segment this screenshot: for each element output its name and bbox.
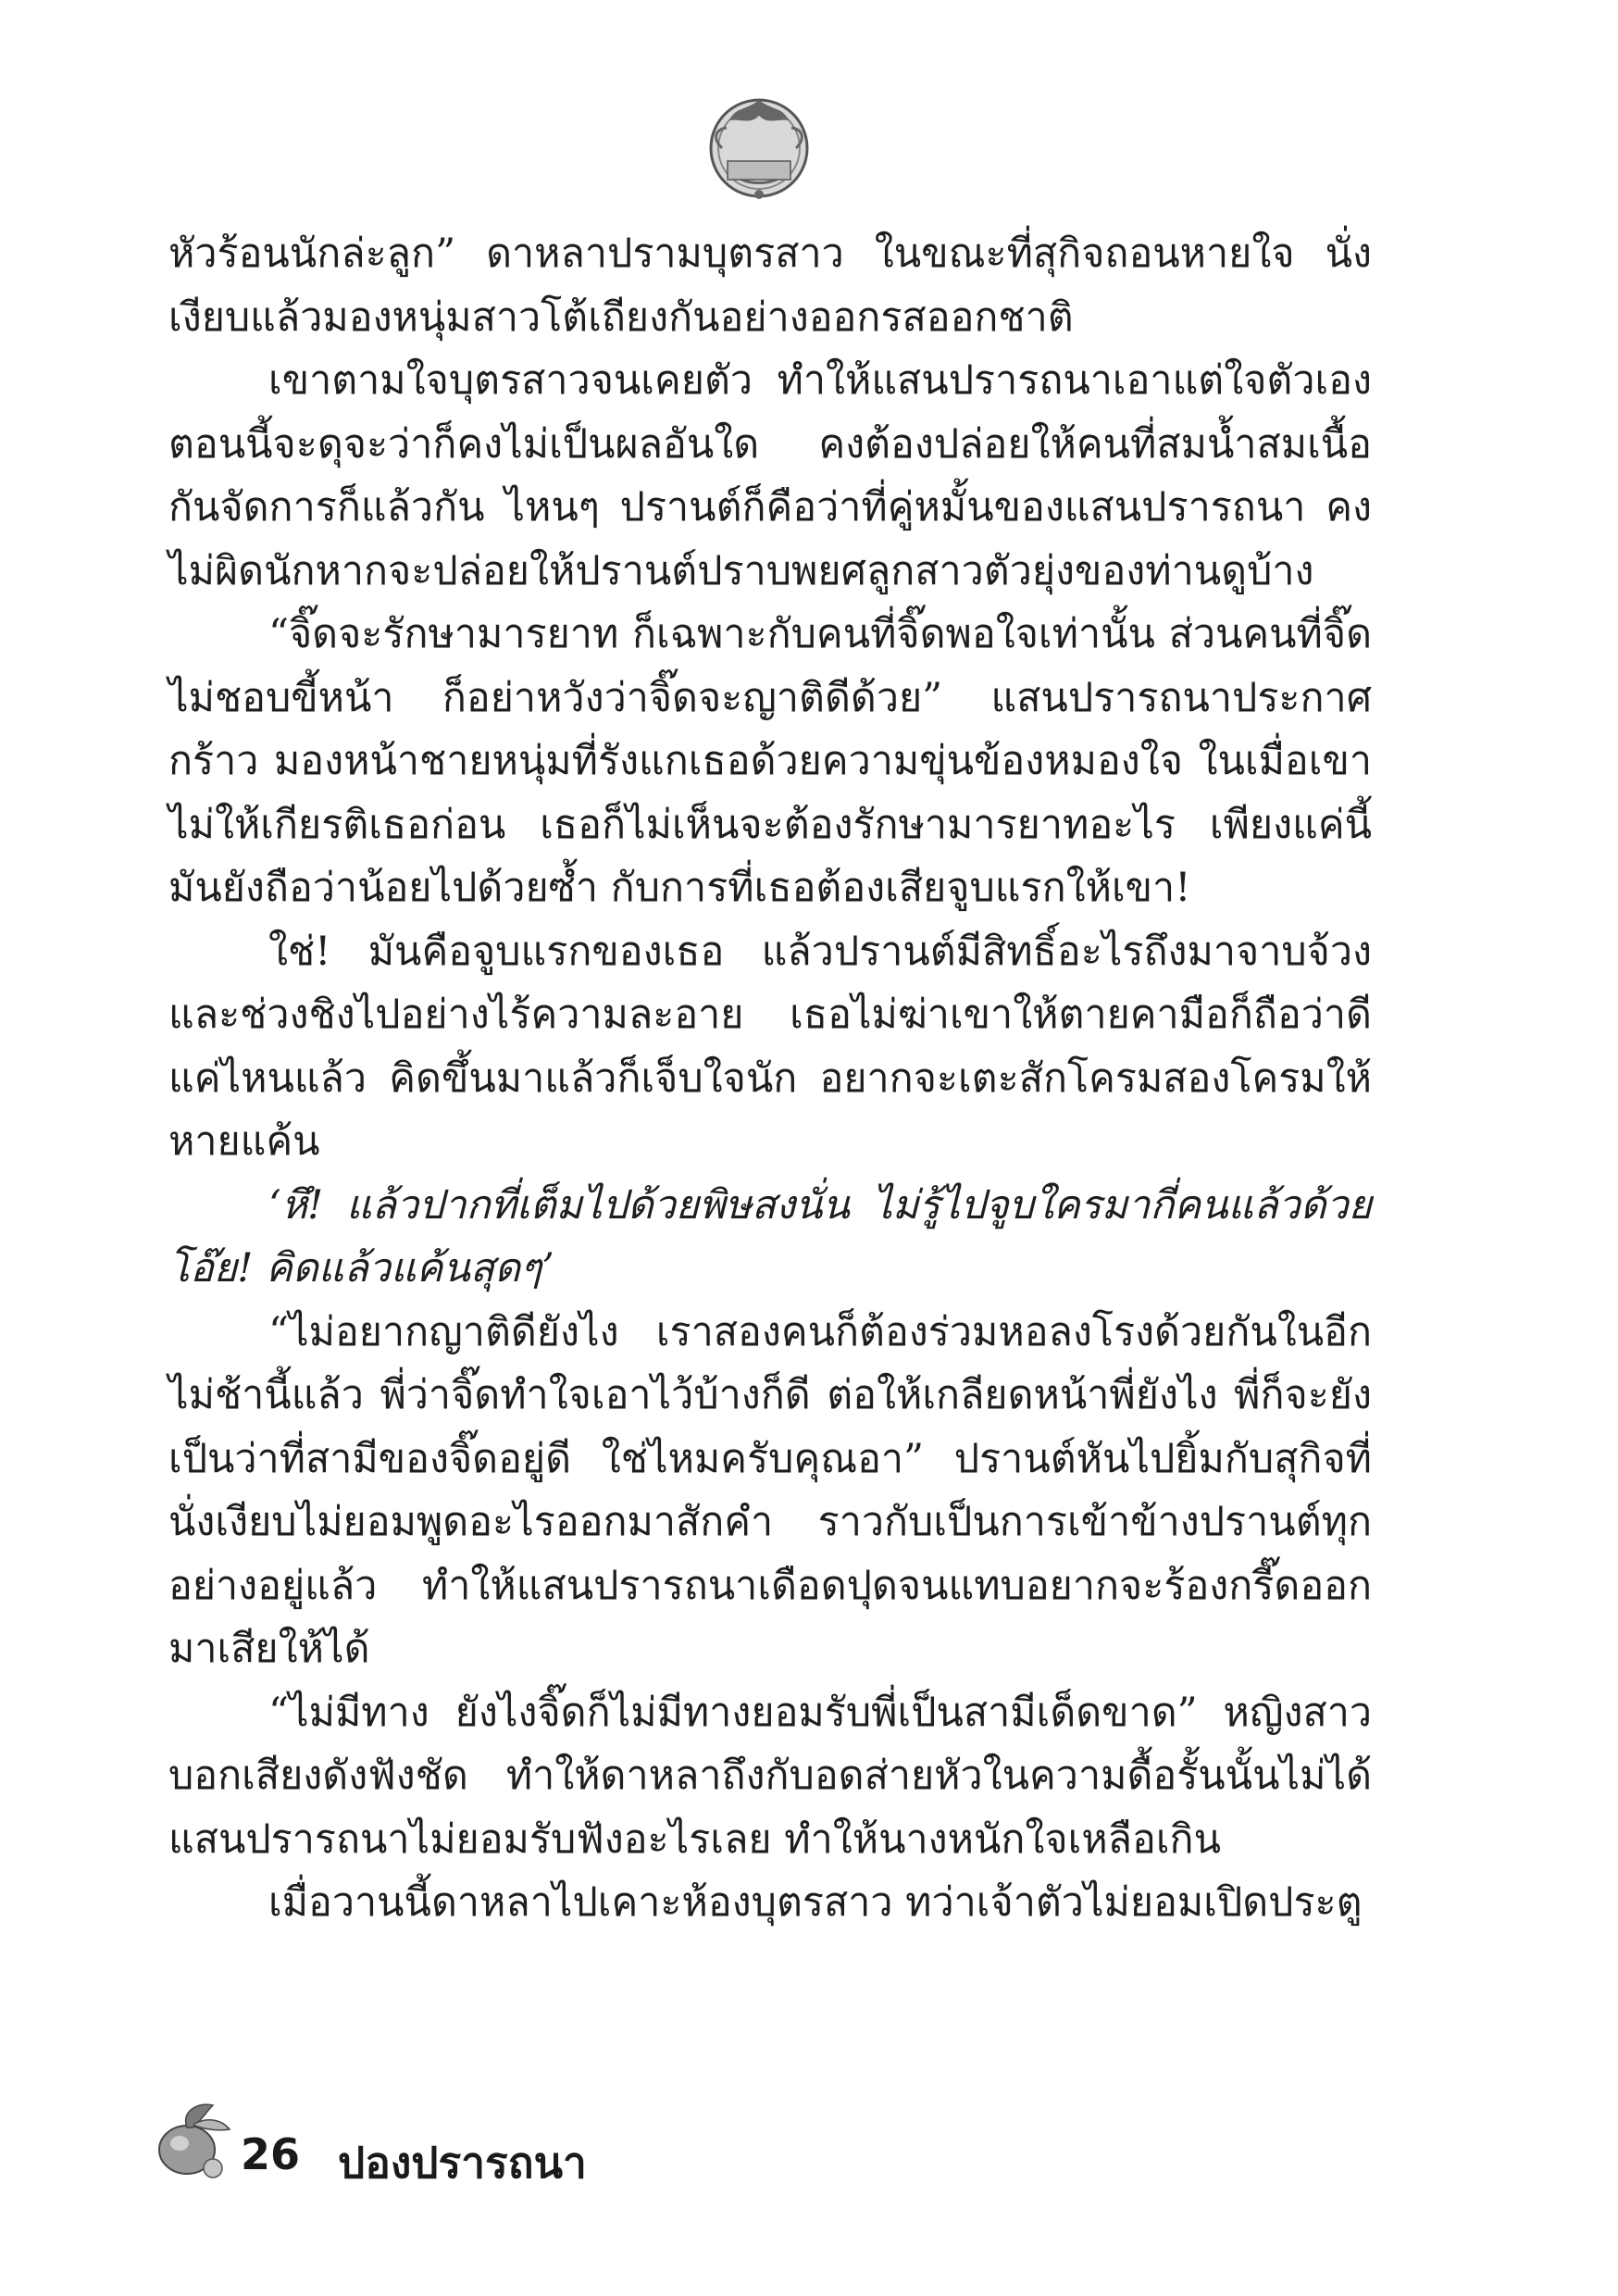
paragraph-5-inner-thought: ‘หึ! แล้วปากที่เต็มไปด้วยพิษสงนั่น ไม่รู้ไปจูบใครมากี่คนแล้วด้วย โอ๊ย! คิดแล้วแค้นสุดๆ’ [168, 1181, 1372, 1292]
mangosteen-fruit-icon [148, 2092, 241, 2185]
paragraph-1: หัวร้อนนักล่ะลูก” ดาหลาปรามบุตรสาว ในขณะที่สุกิจถอนหายใจ นั่งเงียบแล้วมองหนุ่มสาวโต้เถียงกันอย่างออกรสออกชาติ [168, 231, 1372, 341]
paragraph-7: “ไม่มีทาง ยังไงจิ๊ดก็ไม่มีทางยอมรับพี่เป็นสามีเด็ดขาด” หญิงสาวบอกเสียงดังฟังชัด ทำให้ดาหลาถึงกับอดส่ายหัวในความดื้อรั้นนั้นไม่ได้ แสนปรารถนาไม่ยอมรับฟังอะไรเลย ทำให้นางหนักใจเหลือเกิน [168, 1689, 1372, 1863]
book-title: ปองปรารถนา [338, 2138, 587, 2188]
page-footer [148, 2092, 889, 2194]
page-number: 26 [241, 2129, 301, 2179]
paragraph-2: เขาตามใจบุตรสาวจนเคยตัว ทำให้แสนปรารถนาเอาแต่ใจตัวเอง ตอนนี้จะดุจะว่าก็คงไม่เป็นผลอันใด คงต้องปล่อยให้คนที่สมน้ำสมเนื้อกันจัดการก็แล้วกัน ไหนๆ ปรานต์ก็คือว่าที่คู่หมั้นของแสนปรารถนา คงไม่ผิดนักหากจะปล่อยให้ปรานต์ปราบพยศลูกสาวตัวยุ่งของท่านดูบ้าง [168, 357, 1372, 594]
paragraph-8: เมื่อวานนี้ดาหลาไปเคาะห้องบุตรสาว ทว่าเจ้าตัวไม่ยอมเปิดประตู [268, 1879, 1363, 1926]
paragraph-3: “จิ๊ดจะรักษามารยาท ก็เฉพาะกับคนที่จิ๊ดพอใจเท่านั้น ส่วนคนที่จิ๊ดไม่ชอบขี้หน้า ก็อย่าหวังว่าจิ๊ดจะญาติดีด้วย” แสนปรารถนาประกาศกร้าว มองหน้าชายหนุ่มที่รังแกเธอด้วยความขุ่นข้องหมองใจ ในเมื่อเขาไม่ให้เกียรติเธอก่อน เธอก็ไม่เห็นจะต้องรักษามารยาทอะไร เพียงแค่นี้มันยังถือว่าน้อยไปด้วยซ้ำ กับการที่เธอต้องเสียจูบแรกให้เขา! [168, 611, 1372, 911]
publisher-emblem-icon [694, 83, 824, 213]
paragraph-4: ใช่! มันคือจูบแรกของเธอ แล้วปรานต์มีสิทธิ์อะไรถึงมาจาบจ้วงและช่วงชิงไปอย่างไร้ความละอาย เธอไม่ฆ่าเขาให้ตายคามือก็ถือว่าดีแค่ไหนแล้ว คิดขึ้นมาแล้วก็เจ็บใจนัก อยากจะเตะสักโครมสองโครมให้หายแค้น [168, 928, 1372, 1165]
body-text [168, 222, 1372, 1935]
paragraph-6: “ไม่อยากญาติดียังไง เราสองคนก็ต้องร่วมหอลงโรงด้วยกันในอีกไม่ช้านี้แล้ว พี่ว่าจิ๊ดทำใจเอาไว้บ้างก็ดี ต่อให้เกลียดหน้าพี่ยังไง พี่ก็จะยังเป็นว่าที่สามีของจิ๊ดอยู่ดี ใช่ไหมครับคุณอา” ปรานต์หันไปยิ้มกับสุกิจที่นั่งเงียบไม่ยอมพูดอะไรออกมาสักคำ ราวกับเป็นการเข้าข้างปรานต์ทุกอย่างอยู่แล้ว ทำให้แสนปรารถนาเดือดปุดจนแทบอยากจะร้องกรี๊ดออกมาเสียให้ได้ [168, 1308, 1372, 1672]
